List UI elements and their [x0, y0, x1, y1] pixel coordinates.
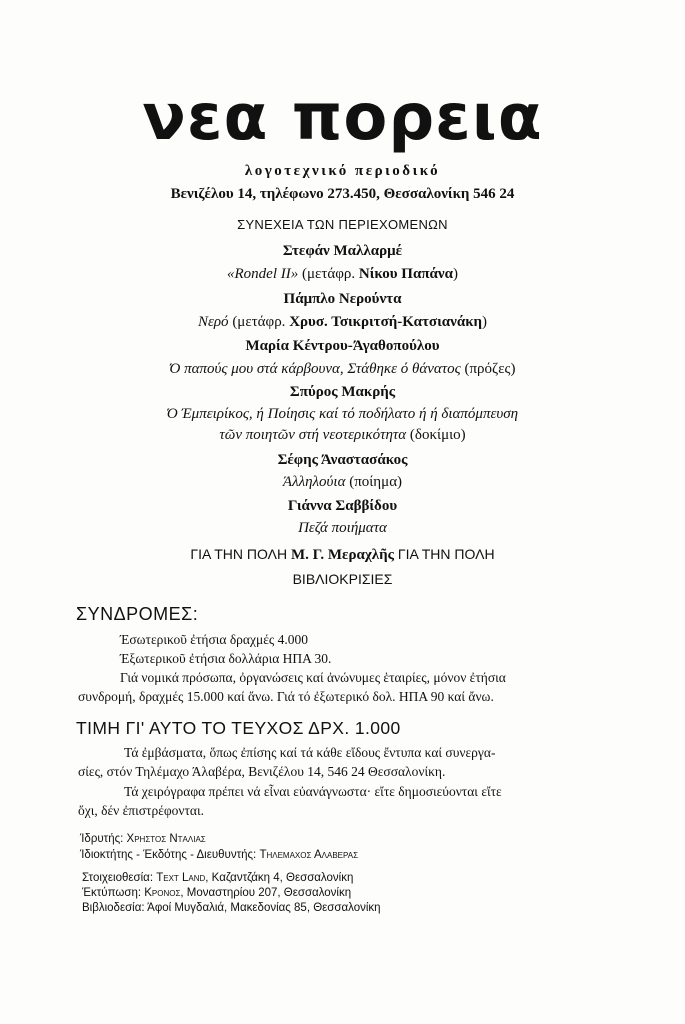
subscriptions-heading: ΣΥΝΔΡΟΜΕΣ:	[76, 604, 199, 624]
colophon-printing	[82, 887, 351, 899]
colophon-label: Ίδρυτής:	[80, 833, 127, 845]
masthead-title: νεα πορεια	[142, 81, 543, 155]
subscription-line: Έσωτερικοῦ ἐτήσια δραχμές 4.000	[120, 632, 308, 647]
contents-heading: ΣΥΝΕΧΕΙΑ ΤΩΝ ΠΕΡΙΕΧΟΜΕΝΩΝ	[237, 217, 448, 232]
colophon-label: Στοιχειοθεσία:	[82, 872, 157, 884]
colophon-value: Text Land	[156, 872, 206, 884]
colophon-value: Κρονος	[144, 887, 181, 899]
subscription-line: Γιά νομικά πρόσωπα, ὀργανώσεις καί ἀνώνυμες ἑταιρίες, μόνον ἐτήσια	[120, 670, 506, 685]
colophon-value: Τηλεμαχος Αλαβερας	[259, 849, 359, 861]
work-note: (μετάφρ.	[228, 314, 290, 330]
work-note: (μετάφρ.	[298, 266, 359, 282]
contents-author: Πάμπλο Νερούντα	[283, 291, 402, 307]
contents-author: Σπύρος Μακρής	[289, 384, 396, 400]
colophon-rest: , Καζαντζάκη 4, Θεσσαλονίκη	[205, 872, 354, 884]
contents-work	[0, 266, 685, 283]
work-note: (πρόζες)	[460, 361, 516, 377]
contents-work	[0, 314, 685, 331]
price-line: Τά χειρόγραφα πρέπει νά εἶναι εὐανάγνωστα· εἴτε δημοσιεύονται εἴτε	[124, 784, 502, 799]
colophon-label: Βιβλιοδεσία:	[82, 902, 148, 914]
colophon-label: Έκτύπωση:	[82, 887, 145, 899]
colophon-typesetting	[82, 872, 353, 884]
subtitle: λογοτεχνικό περιοδικό	[244, 163, 441, 179]
subscription-line: συνδρομή, δραχμές 15.000 καί ἄνω. Γιά τό ἐξωτερικό δολ. ΗΠΑ 90 καί ἄνω.	[78, 689, 494, 704]
section-reviews: ΒΙΒΛΙΟΚΡΙΣΙΕΣ	[292, 571, 393, 587]
section-label-end: ΓΙΑ ΤΗΝ ΠΟΛΗ	[394, 546, 495, 562]
contents-work-cont	[0, 427, 685, 444]
colophon-founder	[80, 833, 206, 845]
section-author: Μ. Γ. Μεραχλῆς	[291, 547, 394, 563]
work-note: (δοκίμιο)	[406, 427, 466, 443]
work-title: Άλληλούια	[282, 474, 346, 490]
colophon-label: Ίδιοκτήτης - Έκδότης - Διευθυντής:	[80, 849, 260, 861]
work-note: (ποίημα)	[345, 474, 403, 490]
contents-work: Πεζά ποιήματα	[298, 520, 387, 536]
section-label: ΓΙΑ ΤΗΝ ΠΟΛΗ	[190, 546, 291, 562]
work-title: Νερό	[197, 314, 229, 330]
colophon-binding	[82, 902, 381, 914]
contents-work: Ό Έμπειρίκος, ή Ποίησις καί τό ποδήλατο ή ή διαπόμπευση	[166, 406, 519, 422]
translator: Νίκου Παπάνα	[358, 266, 453, 282]
contents-author: Στεφάν Μαλλαρμέ	[282, 243, 403, 259]
contents-work	[0, 361, 685, 378]
work-title: Ό παπούς μου στά κάρβουνα, Στάθηκε ό θάνατος	[169, 361, 461, 377]
translator: Χρυσ. Τσικριτσή-Κατσιανάκη	[289, 314, 483, 330]
work-title: «Rondel II»	[227, 266, 299, 282]
price-heading: ΤΙΜΗ ΓΙ' ΑΥΤΟ ΤΟ ΤΕΥΧΟΣ ΔΡΧ. 1.000	[76, 718, 401, 738]
address-line: Βενιζέλου 14, τηλέφωνο 273.450, Θεσσαλονίκη 546 24	[170, 186, 515, 202]
price-line: Τά ἐμβάσματα, ὅπως ἐπίσης καί τά κάθε εἴδους ἔντυπα καί συνεργα-	[124, 745, 496, 760]
colophon-rest: , Μοναστηρίου 207, Θεσσαλονίκη	[180, 887, 352, 899]
subscription-line: Έξωτερικοῦ ἐτήσια δολλάρια ΗΠΑ 30.	[120, 651, 332, 666]
work-note-end: )	[482, 314, 488, 330]
contents-work	[0, 474, 685, 491]
contents-author: Μαρία Κέντρου-Άγαθοπούλου	[245, 338, 440, 354]
work-note-end: )	[452, 266, 458, 282]
colophon-value: Χρηστος Ντaλιας	[126, 833, 206, 845]
contents-author: Σέφης Άναστασάκος	[277, 452, 408, 468]
contents-author: Γιάννα Σαββίδου	[287, 498, 398, 514]
colophon-owner	[80, 849, 358, 861]
price-line: ὄχι, δέν ἐπιστρέφονται.	[78, 803, 205, 818]
colophon-rest: Άφοί Μυγδαλιά, Μακεδονίας 85, Θεσσαλονίκη	[147, 902, 381, 914]
price-line: σίες, στόν Τηλέμαχο Άλαβέρα, Βενιζέλου 14, 546 24 Θεσσαλονίκη.	[78, 764, 446, 779]
work-title: τῶν ποιητῶν στή νεοτερικότητα	[219, 427, 407, 443]
section-city	[0, 546, 685, 564]
